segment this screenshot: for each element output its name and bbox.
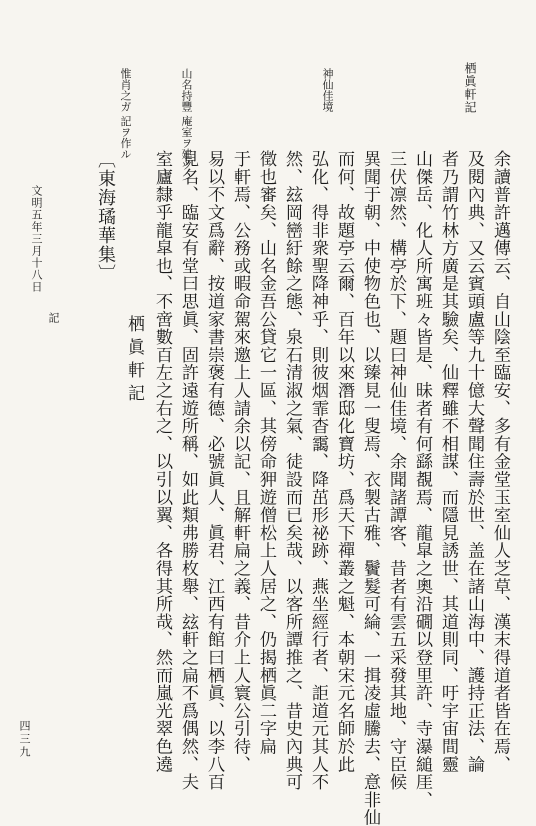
text-column: 余讀普許邁傳云、自山陰至臨安、多有金堂玉室仙人芝草、漢末得道者皆在焉、 bbox=[490, 150, 510, 773]
title-suffix: 記 bbox=[47, 312, 60, 323]
margin-note-2: 山名持豐 庵室ヲ建ツ bbox=[180, 68, 193, 171]
text-column: 及閱內典、又云賓頭盧等九十億大聲聞住壽於世、盖在諸山海中、護持正法、論 bbox=[464, 150, 484, 773]
date-line: 文明五年三月十八日 bbox=[30, 185, 43, 293]
source-title: 〔東海璚華集〕 bbox=[95, 150, 116, 283]
text-column: 徵也審矣、山名金吾公貸它一區、其傍命狎遊僧松上人居之、仍揭栖眞二字扁 bbox=[256, 150, 276, 756]
text-column: 見名、臨安有堂曰思眞、固許遠遊所稱、如此類弗勝枚舉、玆軒之扁不爲偶然、夫 bbox=[178, 150, 198, 791]
text-column: 弘化、得非衆聖降神乎、則彼烟霏杳靄、降茁形祕跡、燕坐經行者、詎道元其人不 bbox=[308, 150, 328, 791]
text-column: 山傑岳、化人所寓班々皆是、昧者有何繇覩焉、龍皐之奧沿礀以登里許、寺瀑縋厓、 bbox=[412, 150, 432, 809]
page-number: 四三九 bbox=[18, 720, 31, 759]
text-column: 室廬隸乎龍皐也、不啻數百左之右之、以引以翼、各得其所哉、然而嵐光翠色遶 bbox=[152, 150, 172, 773]
text-column: 于軒焉、公務或暇命駕來邀上人請余以記、且解軒扁之義、昔介上人寰公引待、 bbox=[230, 150, 250, 773]
running-title: 栖眞軒記 bbox=[463, 62, 477, 114]
section-heading: 栖眞軒記 bbox=[124, 315, 144, 407]
text-column: 三伏凛然、構亭於下、題曰神仙佳境、余聞諸譚客、昔者有雲五采發其地、守臣候 bbox=[386, 150, 406, 791]
text-column: 然、玆岡巒紆餘之態、泉石清淑之氣、徒設而已矣哉、以客所譚推之、昔史內典可 bbox=[282, 150, 302, 791]
margin-note-3: 惟肖之ガ 記ヲ作ル bbox=[119, 68, 132, 160]
text-column: 者乃謂竹林方廣是其驗矣、仙釋雖不相謀、而隱見誘世、其道則同、吁宇宙間靈 bbox=[438, 150, 458, 773]
text-column: 異聞于朝、中使物色也、以臻見一叟焉、衣製古雅、鬢髮可綸、一揖凌虛騰去、意非仙 bbox=[360, 150, 380, 826]
text-column: 而何、故題亭云爾、百年以來潛邸化寶坊、爲天下禪叢之魁、本朝宋元名師於此 bbox=[334, 150, 354, 773]
margin-note-1: 神仙佳境 bbox=[321, 68, 334, 112]
text-column: 易以不文爲辭、按道家書崇褒有德、必號眞人、眞君、江西有館曰栖眞、以李八百 bbox=[204, 150, 224, 791]
